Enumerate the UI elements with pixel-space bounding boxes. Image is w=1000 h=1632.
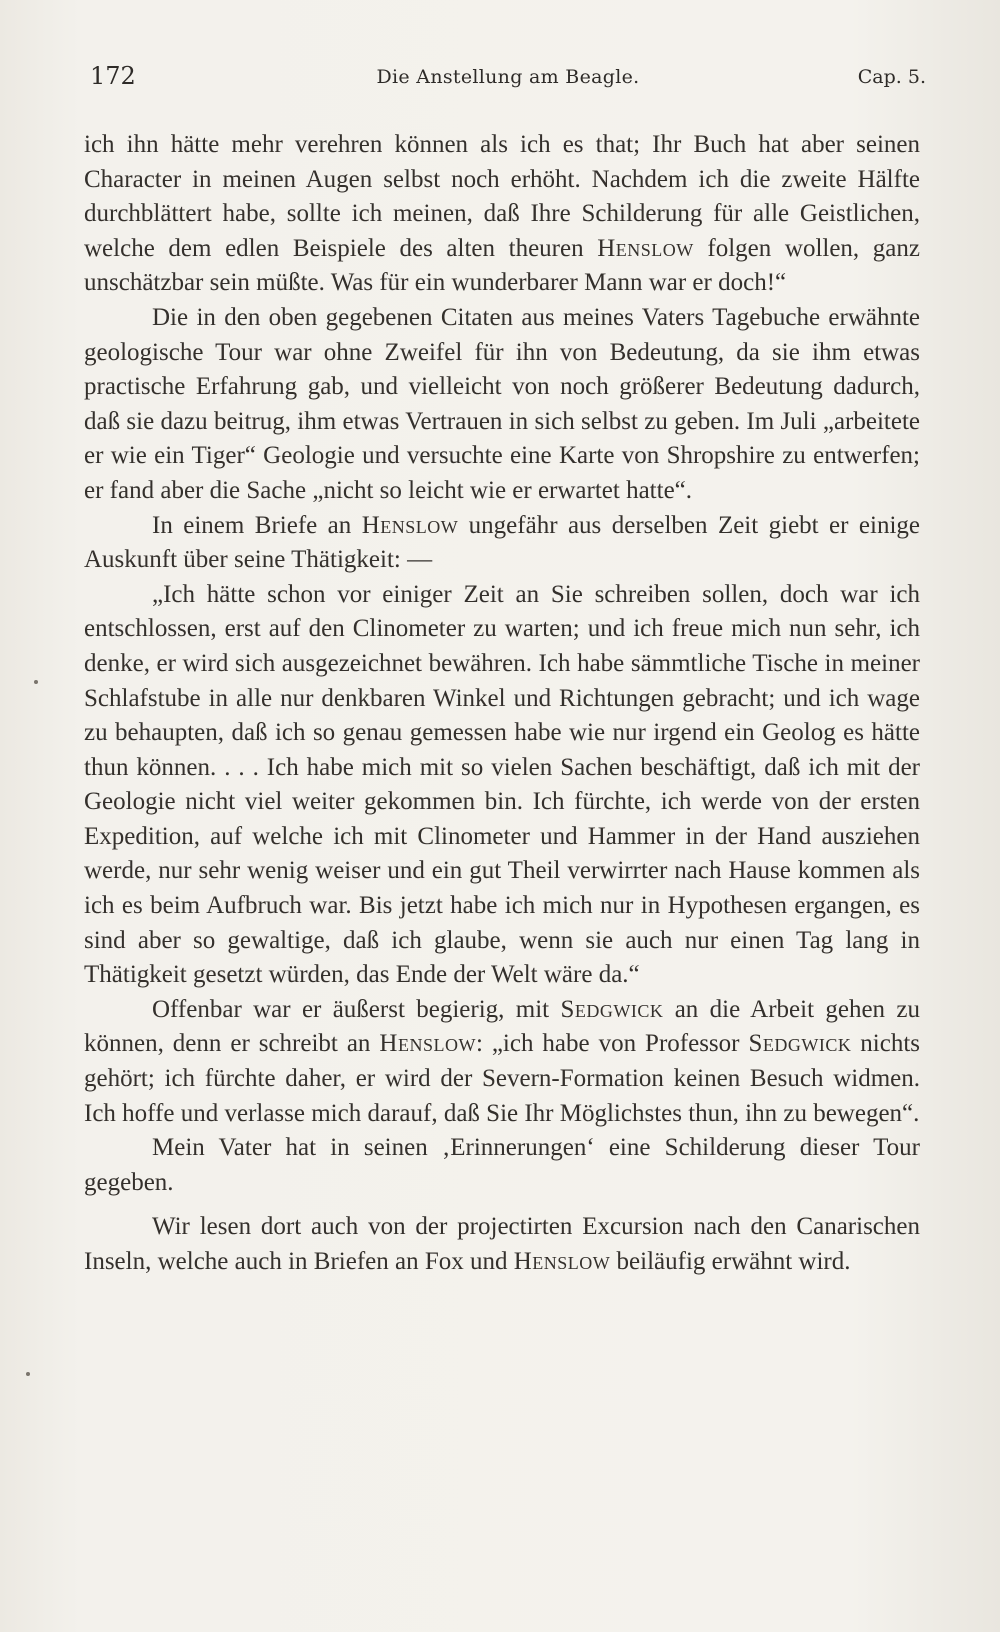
text-run: In einem Briefe an [152, 511, 362, 539]
paragraph [84, 509, 920, 578]
margin-speck [26, 1372, 30, 1376]
text-run: ungefähr aus derselben Zeit giebt er einige Auskunft über seine Thätigkeit: — [84, 511, 920, 574]
person-name: Henslow [597, 234, 694, 262]
text-run: „Ich hätte schon vor einiger Zeit an Sie schreiben sollen, doch war ich entschlossen, erst auf den Clinometer zu warten; und ich freue mich nun sehr, ich denke, er wird sich ausgezeichnet bewähren. Ich habe sämmtliche Tische in meiner Schlafstube in alle nur denkbaren Winkel und Richtungen gebracht; und ich wage zu behaupten, daß ich so genau gemessen habe wie nur irgend ein Geolog es hätte thun können. . . . Ich habe mich mit so vielen Sachen beschäftigt, daß ich mit der Geologie nicht viel weiter gekommen bin. Ich fürchte, ich werde von der ersten Expedition, auf welche ich mit Clinometer und Hammer in der Hand ausziehen werde, nur sehr wenig weiser und ein gut Theil verwirrter nach Hause kommen als ich es beim Aufbruch war. Bis jetzt habe ich mich nur in Hypothesen ergangen, es sind aber so gewaltige, daß ich glaube, wenn sie auch nur einen Tag lang in Thätigkeit gesetzt würden, das Ende der Welt wäre da.“ [84, 580, 920, 989]
paragraph [84, 301, 920, 509]
paragraph [84, 1131, 920, 1200]
text-run: : „ich habe von Professor [475, 1030, 749, 1058]
text-run: nichts gehört; ich fürchte daher, er wird der Severn-Formation keinen Besuch widmen. Ich hoffe und verlasse mich darauf, daß Sie Ihr Möglichstes thun, ihn zu bewegen“. [84, 1030, 921, 1127]
paragraph [84, 1210, 920, 1279]
text-run: Offenbar war er äußerst begierig, mit [152, 995, 561, 1023]
page-header [90, 62, 926, 96]
paragraph [84, 993, 920, 1131]
text-run: beiläufig erwähnt wird. [610, 1248, 851, 1275]
text-run: an die Arbeit gehen zu können, denn er schreibt an [84, 995, 920, 1058]
margin-speck [34, 680, 38, 684]
text-run: ich ihn hätte mehr verehren können als ich es that; Ihr Buch hat aber seinen Character in meinen Augen selbst noch erhöht. Nachdem ich die zweite Hälfte durchblättert habe, sollte ich meinen, daß Ihre Schilderung für alle Geistlichen, welche dem edlen Beispiele des alten theuren [84, 131, 920, 262]
person-name: Sedgwick [560, 995, 664, 1023]
text-run: Die in den oben gegebenen Citaten aus meines Vaters Tagebuche erwähnte geologische Tour war ohne Zweifel für ihn von Bedeutung, da sie ihm etwas practische Erfahrung gab, und vielleicht von noch größerer Bedeutung dadurch, daß sie dazu beitrug, ihm etwas Vertrauen in sich selbst zu geben. Im Juli „arbeitete er wie ein Tiger“ Geologie und versuchte eine Karte von Shropshire zu entwerfen; er fand aber die Sache „nicht so leicht wie er erwartet hatte“. [84, 303, 920, 504]
paragraph [84, 578, 920, 993]
person-name: Henslow [361, 511, 459, 539]
person-name: Henslow [379, 1030, 476, 1058]
page-number: 172 [90, 62, 136, 90]
text-run: Wir lesen dort auch von der projectirten Excursion nach den Canarischen Inseln, welche auch in Briefen an Fox und [84, 1213, 920, 1275]
chapter-label: Cap. 5. [857, 66, 926, 88]
person-name: Henslow [513, 1248, 611, 1275]
person-name: Sedgwick [748, 1030, 852, 1058]
text-run: Mein Vater hat in seinen ‚Erinnerungen‘ eine Schilderung dieser Tour gegeben. [84, 1134, 920, 1196]
running-title: Die Anstellung am Beagle. [376, 66, 640, 88]
text-run: folgen wollen, ganz unschätzbar sein müßte. Was für ein wunderbarer Mann war er doch!“ [84, 234, 920, 297]
paragraph [84, 128, 920, 301]
body-text [84, 128, 920, 1280]
